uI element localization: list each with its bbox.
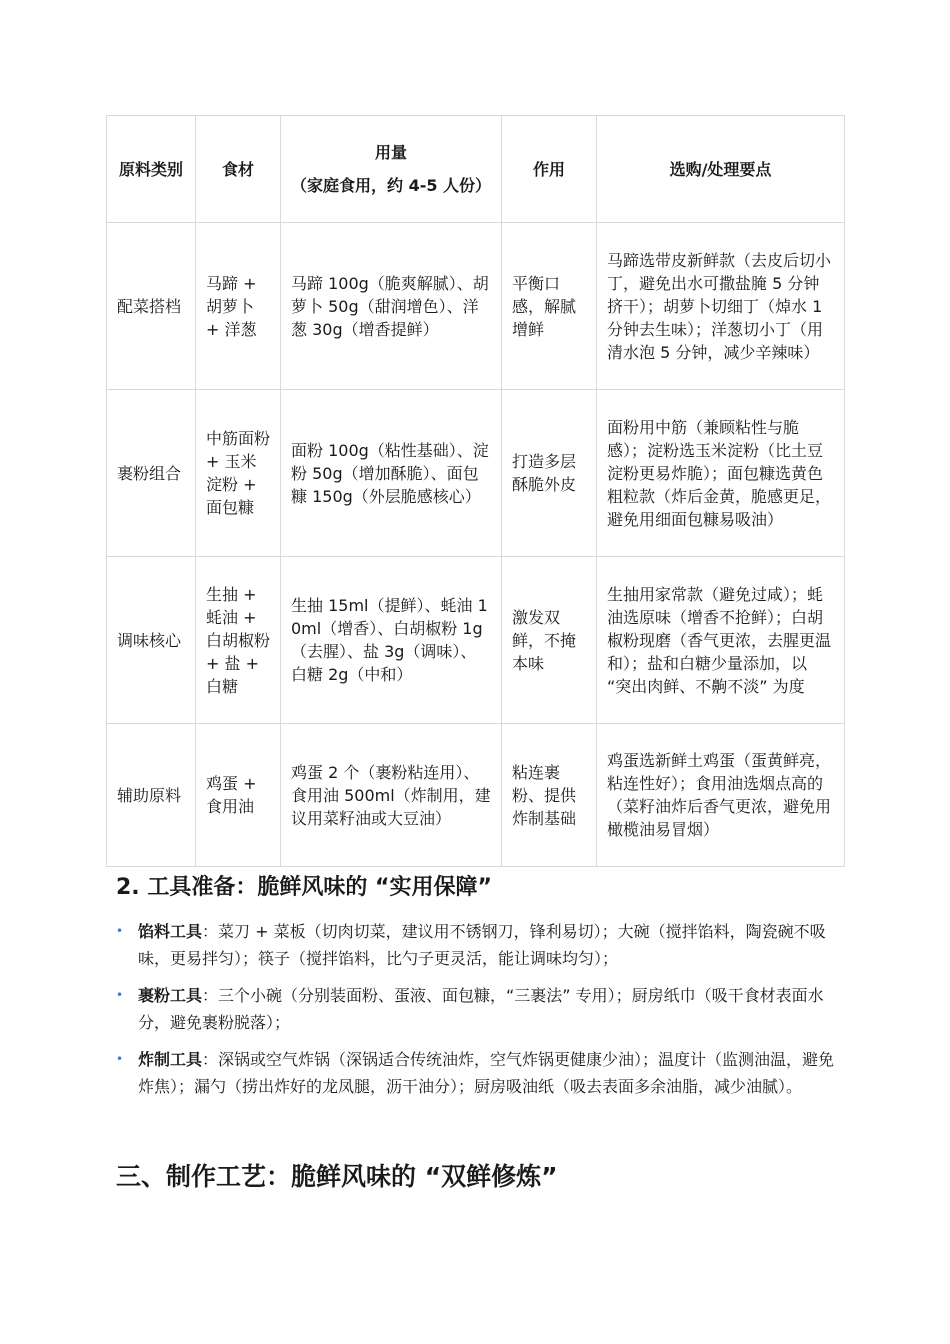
table-row — [107, 223, 845, 390]
tools-list — [116, 918, 836, 1110]
cell-tips: 面粉用中筋（兼顾粘性与脆感）；淀粉选玉米淀粉（比土豆淀粉更易炸脆）；面包糠选黄色粗粒款（炸后金黄，脆感更足，避免用细面包糠易吸油） — [597, 390, 845, 557]
tool-description: ：菜刀 + 菜板（切肉切菜，建议用不锈钢刀，锋利易切）；大碗（搅拌馅料，陶瓷碗不吸味，更易拌匀）；筷子（搅拌馅料，比勺子更灵活，能让调味均匀）； — [138, 922, 826, 968]
bullet-icon: • — [116, 924, 124, 938]
cell-amount: 生抽 15ml（提鲜）、蚝油 10ml（增香）、白胡椒粉 1g（去腥）、盐 3g（调味）、白糖 2g（中和） — [281, 557, 502, 724]
chapter-heading: 三、制作工艺：脆鲜风味的 “双鲜修炼” — [116, 1162, 558, 1191]
list-item — [116, 918, 836, 972]
ingredients-table — [106, 115, 845, 867]
header-ingredient: 食材 — [196, 116, 281, 223]
header-amount — [281, 116, 502, 223]
cell-category: 调味核心 — [107, 557, 196, 724]
cell-ingredient: 鸡蛋 + 食用油 — [196, 724, 281, 867]
tool-title: 炸制工具 — [138, 1050, 203, 1069]
bullet-icon: • — [116, 988, 124, 1002]
header-category: 原料类别 — [107, 116, 196, 223]
cell-function: 平衡口感，解腻增鲜 — [502, 223, 597, 390]
tool-title: 馅料工具 — [138, 922, 203, 941]
cell-ingredient: 中筋面粉 + 玉米淀粉 + 面包糠 — [196, 390, 281, 557]
table-header-row — [107, 116, 845, 223]
header-function: 作用 — [502, 116, 597, 223]
tool-title: 裹粉工具 — [138, 986, 203, 1005]
cell-category: 裹粉组合 — [107, 390, 196, 557]
bullet-icon: • — [116, 1052, 124, 1066]
table-row — [107, 557, 845, 724]
tool-description: ：深锅或空气炸锅（深锅适合传统油炸，空气炸锅更健康少油）；温度计（监测油温，避免炸焦）；漏勺（捞出炸好的龙凤腿，沥干油分）；厨房吸油纸（吸去表面多余油脂，减少油腻）。 — [138, 1050, 835, 1096]
list-item — [116, 1046, 836, 1100]
cell-tips: 马蹄选带皮新鲜款（去皮后切小丁，避免出水可撒盐腌 5 分钟挤干）；胡萝卜切细丁（焯水 1 分钟去生味）；洋葱切小丁（用清水泡 5 分钟，减少辛辣味） — [597, 223, 845, 390]
tool-description: ：三个小碗（分别装面粉、蛋液、面包糠，“三裹法” 专用）；厨房纸巾（吸干食材表面水分，避免裹粉脱落）； — [138, 986, 824, 1032]
header-amount-line2: （家庭食用，约 4-5 人份） — [291, 176, 492, 195]
cell-category: 辅助原料 — [107, 724, 196, 867]
tools-section-heading: 2. 工具准备：脆鲜风味的 “实用保障” — [116, 875, 492, 900]
cell-ingredient: 生抽 + 蚝油 + 白胡椒粉 + 盐 + 白糖 — [196, 557, 281, 724]
list-item — [116, 982, 836, 1036]
cell-tips: 生抽用家常款（避免过咸）；蚝油选原味（增香不抢鲜）；白胡椒粉现磨（香气更浓，去腥更温和）；盐和白糖少量添加，以 “突出肉鲜、不齁不淡” 为度 — [597, 557, 845, 724]
table-row — [107, 724, 845, 867]
cell-amount: 鸡蛋 2 个（裹粉粘连用）、食用油 500ml（炸制用，建议用菜籽油或大豆油） — [281, 724, 502, 867]
cell-amount: 马蹄 100g（脆爽解腻）、胡萝卜 50g（甜润增色）、洋葱 30g（增香提鲜） — [281, 223, 502, 390]
cell-amount: 面粉 100g（粘性基础）、淀粉 50g（增加酥脆）、面包糠 150g（外层脆感核心） — [281, 390, 502, 557]
cell-tips: 鸡蛋选新鲜土鸡蛋（蛋黄鲜亮，粘连性好）；食用油选烟点高的（菜籽油炸后香气更浓，避免用橄榄油易冒烟） — [597, 724, 845, 867]
table-row — [107, 390, 845, 557]
header-tips: 选购/处理要点 — [597, 116, 845, 223]
header-amount-line1: 用量 — [374, 143, 407, 162]
cell-ingredient: 马蹄 + 胡萝卜 + 洋葱 — [196, 223, 281, 390]
cell-category: 配菜搭档 — [107, 223, 196, 390]
cell-function: 打造多层酥脆外皮 — [502, 390, 597, 557]
cell-function: 激发双鲜，不掩本味 — [502, 557, 597, 724]
cell-function: 粘连裹粉、提供炸制基础 — [502, 724, 597, 867]
